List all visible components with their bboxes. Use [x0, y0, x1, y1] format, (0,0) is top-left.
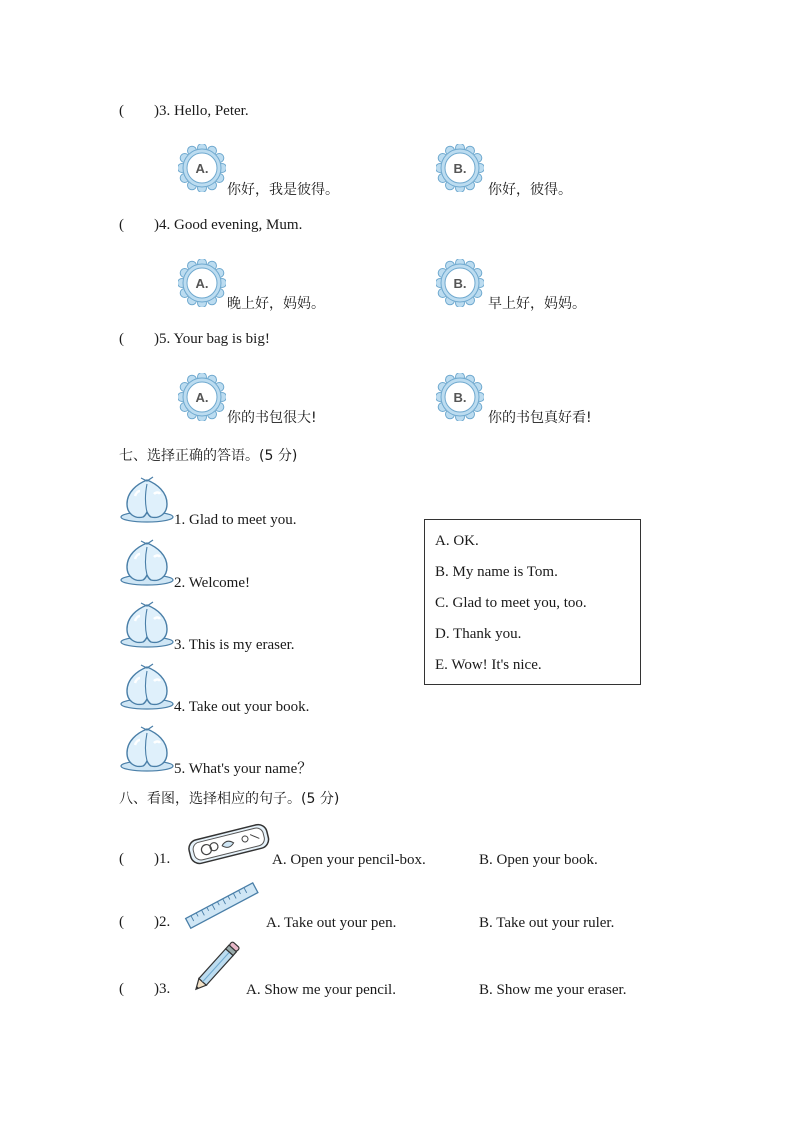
flower-badge-icon	[178, 373, 226, 421]
peach-icon	[119, 537, 175, 587]
answer-blank-q3[interactable]	[119, 103, 249, 120]
ruler-icon	[182, 880, 262, 932]
option-b-text: 你的书包真好看!	[488, 410, 592, 426]
option-b-badge[interactable]	[436, 373, 484, 426]
options-box	[424, 519, 641, 685]
question-number: )1.	[154, 851, 171, 867]
answer-blank-q5[interactable]	[119, 331, 270, 348]
badge-letter: A.	[195, 390, 209, 405]
peach-icon	[119, 661, 175, 711]
paren-open: (	[119, 217, 124, 233]
paren-open: (	[119, 914, 124, 930]
option-d: D. Thank you.	[435, 626, 522, 642]
peach-icon	[119, 474, 175, 524]
peach-icon	[119, 723, 175, 773]
option-a-badge[interactable]	[178, 259, 226, 312]
option-b-text: 早上好，妈妈。	[488, 296, 586, 312]
peach-icon	[119, 599, 175, 649]
option-a: A. Open your pencil-box.	[272, 852, 426, 868]
option-a-badge[interactable]	[178, 373, 226, 426]
match-item-1: 1. Glad to meet you.	[174, 512, 297, 528]
option-b: B. My name is Tom.	[435, 564, 558, 580]
option-c: C. Glad to meet you, too.	[435, 595, 587, 611]
answer-blank-s8-q1[interactable]	[119, 851, 170, 868]
option-a: A. OK.	[435, 533, 479, 549]
option-a-text: 你的书包很大!	[227, 410, 317, 426]
badge-letter: A.	[195, 161, 209, 176]
option-e: E. Wow! It's nice.	[435, 657, 542, 673]
option-b: B. Open your book.	[479, 852, 598, 868]
question-number: )2.	[154, 914, 171, 930]
flower-badge-icon	[436, 144, 484, 192]
paren-open: (	[119, 851, 124, 867]
question-text: )5. Your bag is big!	[154, 331, 270, 347]
flower-badge-icon	[436, 259, 484, 307]
answer-peach-3[interactable]	[119, 599, 175, 654]
badge-letter: B.	[453, 161, 467, 176]
match-item-4: 4. Take out your book.	[174, 699, 310, 715]
option-b: B. Show me your eraser.	[479, 982, 627, 998]
badge-letter: A.	[195, 276, 209, 291]
paren-open: (	[119, 103, 124, 119]
match-item-5: 5. What's your name？	[174, 761, 313, 777]
option-a-badge[interactable]	[178, 144, 226, 197]
match-item-2: 2. Welcome!	[174, 575, 250, 591]
badge-letter: B.	[453, 390, 467, 405]
match-item-3: 3. This is my eraser.	[174, 637, 295, 653]
paren-open: (	[119, 331, 124, 347]
answer-peach-4[interactable]	[119, 661, 175, 716]
answer-blank-s8-q3[interactable]	[119, 981, 170, 998]
badge-letter: B.	[453, 276, 467, 291]
answer-blank-s8-q2[interactable]	[119, 914, 170, 931]
pencil-icon	[184, 936, 248, 998]
question-text: )4. Good evening, Mum.	[154, 217, 303, 233]
pencil-box-icon	[184, 822, 274, 868]
option-a: A. Show me your pencil.	[246, 982, 396, 998]
answer-peach-5[interactable]	[119, 723, 175, 778]
option-b-badge[interactable]	[436, 259, 484, 312]
option-a-text: 晚上好，妈妈。	[227, 296, 325, 312]
option-a-text: 你好，我是彼得。	[227, 182, 339, 198]
flower-badge-icon	[178, 259, 226, 307]
question-number: )3.	[154, 981, 171, 997]
answer-peach-1[interactable]	[119, 474, 175, 529]
option-a: A. Take out your pen.	[266, 915, 397, 931]
paren-open: (	[119, 981, 124, 997]
question-text: )3. Hello, Peter.	[154, 103, 249, 119]
section-7-heading: 七、选择正确的答语。(5 分)	[119, 448, 298, 464]
answer-peach-2[interactable]	[119, 537, 175, 592]
flower-badge-icon	[436, 373, 484, 421]
flower-badge-icon	[178, 144, 226, 192]
option-b-text: 你好，彼得。	[488, 182, 572, 198]
option-b-badge[interactable]	[436, 144, 484, 197]
option-b: B. Take out your ruler.	[479, 915, 615, 931]
answer-blank-q4[interactable]	[119, 217, 302, 234]
section-8-heading: 八、看图，选择相应的句子。(5 分)	[119, 791, 340, 807]
